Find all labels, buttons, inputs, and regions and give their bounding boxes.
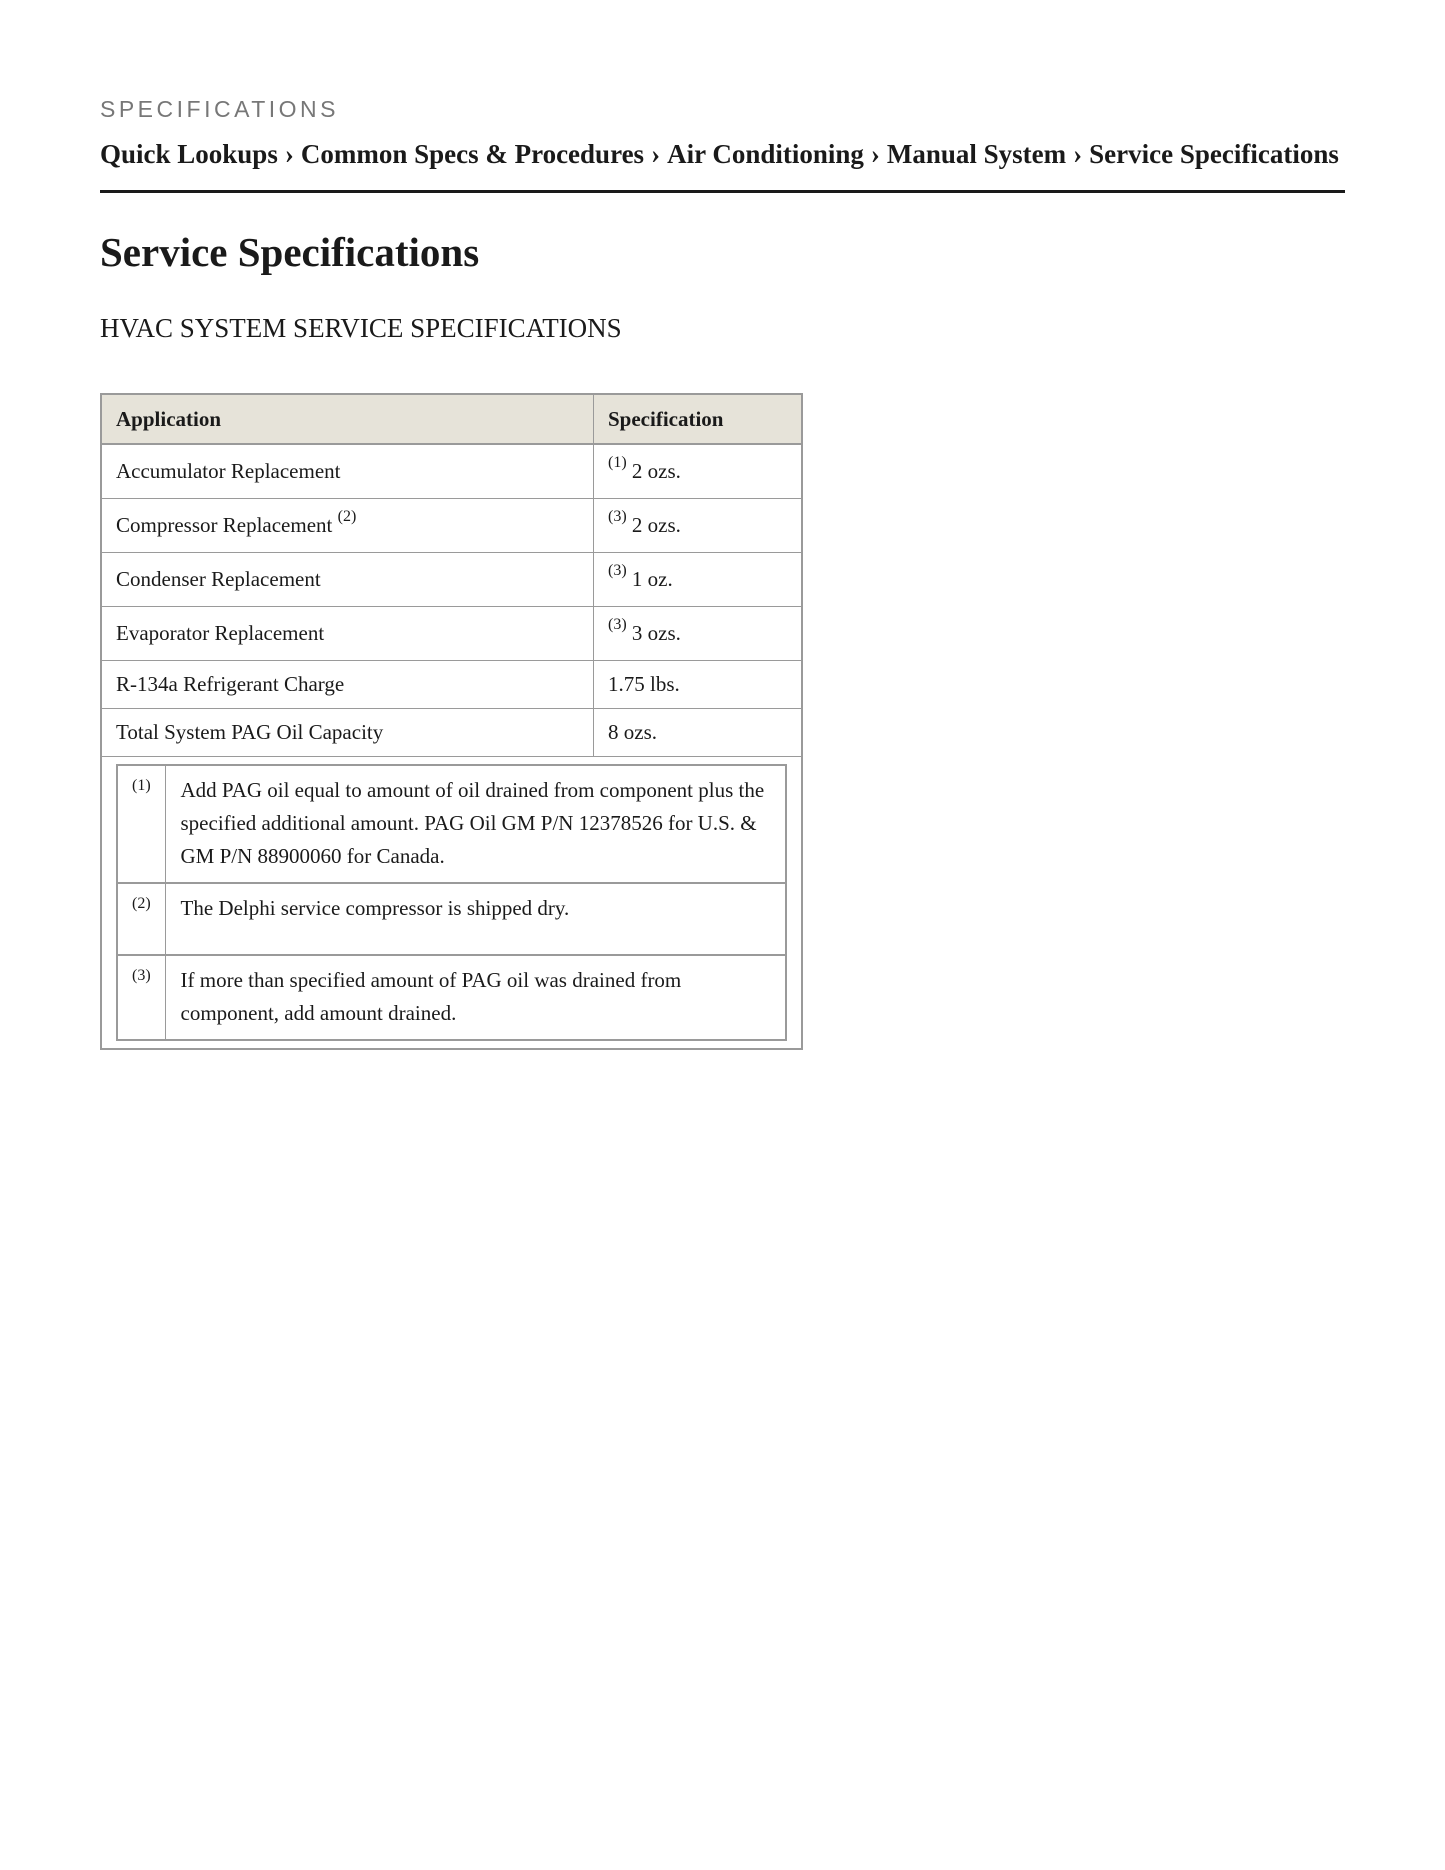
table-row bbox=[102, 553, 801, 607]
footnote-ref: (1) bbox=[608, 454, 627, 471]
specification-cell bbox=[594, 607, 802, 661]
table-subtitle: HVAC SYSTEM SERVICE SPECIFICATIONS bbox=[100, 313, 622, 343]
column-header-specification: Specification bbox=[594, 395, 802, 444]
breadcrumb bbox=[100, 136, 1345, 193]
specification-cell bbox=[594, 709, 802, 757]
footnotes-cell bbox=[102, 757, 801, 1049]
footnote-row bbox=[117, 955, 786, 1040]
specification-text: 8 ozs. bbox=[608, 720, 657, 744]
footnote-ref: (3) bbox=[608, 508, 627, 525]
application-text: Compressor Replacement bbox=[116, 513, 333, 537]
specification-text: 1.75 lbs. bbox=[608, 672, 680, 696]
application-text: Total System PAG Oil Capacity bbox=[116, 720, 384, 744]
application-cell bbox=[102, 661, 594, 709]
footnote-ref: (3) bbox=[608, 616, 627, 633]
table-row bbox=[102, 607, 801, 661]
breadcrumb-item-common-specs[interactable]: Common Specs & Procedures bbox=[300, 139, 645, 169]
table-row bbox=[102, 709, 801, 757]
breadcrumb-separator: › bbox=[284, 139, 294, 169]
spec-table-container bbox=[100, 393, 803, 1050]
footnote-text: If more than specified amount of PAG oil was drained from component, add amount drained. bbox=[165, 955, 786, 1040]
specification-text: 1 oz. bbox=[631, 567, 673, 591]
footnotes-row bbox=[102, 757, 801, 1049]
footnote-ref: (2) bbox=[337, 508, 357, 525]
footnote-row bbox=[117, 765, 786, 883]
footnote-ref: (3) bbox=[608, 562, 627, 579]
application-cell bbox=[102, 444, 594, 499]
footnote-number: (3) bbox=[117, 955, 165, 1040]
table-row bbox=[102, 499, 801, 553]
section-label: SPECIFICATIONS bbox=[100, 96, 339, 122]
specification-cell bbox=[594, 661, 802, 709]
table-row bbox=[102, 661, 801, 709]
breadcrumb-separator: › bbox=[870, 139, 880, 169]
table-row bbox=[102, 444, 801, 499]
column-header-application: Application bbox=[102, 395, 594, 444]
application-text: Accumulator Replacement bbox=[116, 459, 341, 483]
footnotes-table bbox=[116, 764, 787, 1041]
footnote-text: The Delphi service compressor is shipped dry. bbox=[165, 883, 786, 955]
specification-text: 2 ozs. bbox=[631, 459, 681, 483]
application-cell bbox=[102, 709, 594, 757]
breadcrumb-item-air-conditioning[interactable]: Air Conditioning bbox=[667, 139, 864, 169]
application-text: Condenser Replacement bbox=[116, 567, 321, 591]
application-text: Evaporator Replacement bbox=[116, 621, 325, 645]
specification-cell bbox=[594, 444, 802, 499]
page bbox=[100, 94, 1345, 1050]
breadcrumb-item-service-specifications[interactable]: Service Specifications bbox=[1089, 139, 1339, 169]
application-text: R-134a Refrigerant Charge bbox=[116, 672, 345, 696]
footnote-number: (2) bbox=[117, 883, 165, 955]
spec-table bbox=[102, 395, 801, 1048]
application-cell bbox=[102, 553, 594, 607]
application-cell bbox=[102, 499, 594, 553]
footnote-row bbox=[117, 883, 786, 955]
page-title: Service Specifications bbox=[100, 229, 480, 275]
table-header-row bbox=[102, 395, 801, 444]
application-cell bbox=[102, 607, 594, 661]
footnote-number: (1) bbox=[117, 765, 165, 883]
specification-text: 3 ozs. bbox=[631, 621, 681, 645]
specification-cell bbox=[594, 553, 802, 607]
breadcrumb-separator: › bbox=[651, 139, 661, 169]
breadcrumb-separator: › bbox=[1073, 139, 1083, 169]
specification-cell bbox=[594, 499, 802, 553]
footnote-text: Add PAG oil equal to amount of oil drained from component plus the specified additional amount. PAG Oil GM P/N 12378526 for U.S. & GM P/N 88900060 for Canada. bbox=[165, 765, 786, 883]
specification-text: 2 ozs. bbox=[631, 513, 681, 537]
breadcrumb-item-quick-lookups[interactable]: Quick Lookups bbox=[100, 139, 278, 169]
breadcrumb-item-manual-system[interactable]: Manual System bbox=[886, 139, 1067, 169]
